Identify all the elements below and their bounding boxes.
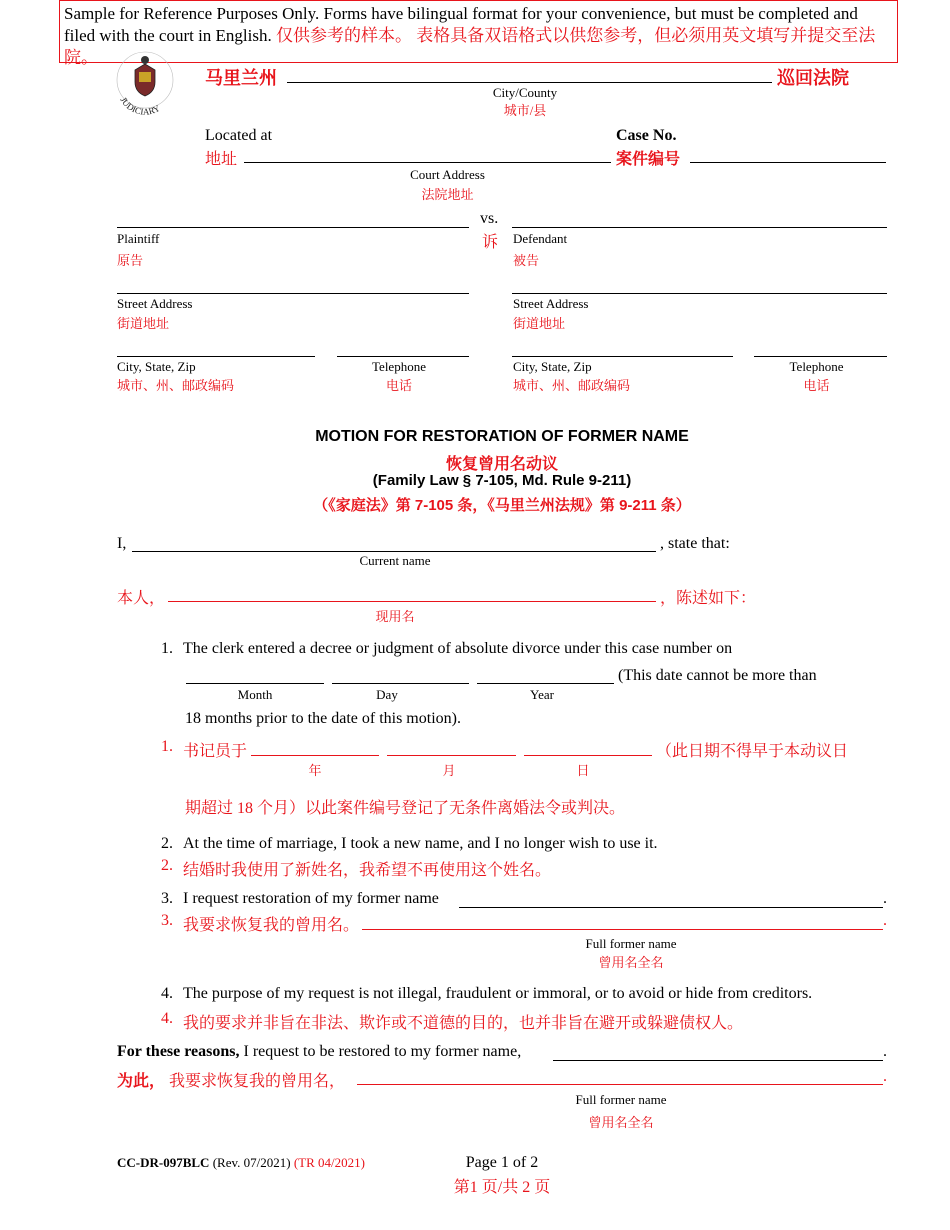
- item3-text: I request restoration of my former name: [183, 890, 439, 907]
- reasons-bold-label: For these reasons,: [117, 1043, 240, 1060]
- intro-i-label-zh: 本人，: [117, 590, 166, 607]
- plaintiff-city-label: City, State, Zip: [117, 359, 196, 374]
- divorce-month-field[interactable]: [186, 683, 324, 684]
- circuit-court-zh: 巡回法院: [777, 68, 849, 88]
- divorce-month-field-zh[interactable]: [387, 755, 516, 756]
- item3-period: .: [883, 890, 887, 907]
- current-name-label-zh: 现用名: [375, 609, 415, 624]
- judiciary-seal-icon: [112, 42, 178, 120]
- form-code: CC-DR-097BLC: [117, 1155, 210, 1170]
- form-revision: (Rev. 07/2021): [212, 1155, 291, 1170]
- item3-period-zh: .: [883, 912, 887, 929]
- reasons-period: .: [883, 1043, 887, 1060]
- defendant-street-label: Street Address: [513, 296, 589, 311]
- item4-text: The purpose of my request is not illegal, fraudulent or immoral, or to avoid or hide from creditors.: [183, 985, 813, 1002]
- plaintiff-street-field[interactable]: [117, 293, 469, 294]
- plaintiff-city-field[interactable]: [117, 356, 315, 357]
- full-former-name-label: Full former name: [585, 936, 677, 951]
- divorce-day-field[interactable]: [332, 683, 469, 684]
- intro-i-label: I,: [117, 535, 127, 552]
- item1-text-a: The clerk entered a decree or judgment of absolute divorce under this case number on: [183, 640, 733, 657]
- former-name-field-zh[interactable]: [362, 929, 883, 930]
- defendant-city-label: City, State, Zip: [513, 359, 592, 374]
- plaintiff-label: Plaintiff: [117, 231, 160, 246]
- divorce-day-field-zh[interactable]: [524, 755, 652, 756]
- city-county-label-zh: 城市/县: [503, 103, 547, 118]
- court-address-field[interactable]: [244, 162, 611, 163]
- item1-text-c: 18 months prior to the date of this motion).: [185, 710, 461, 727]
- item1-text-a-zh: 书记员于: [183, 743, 248, 760]
- form-translation-revision: (TR 04/2021): [293, 1155, 365, 1170]
- reasons-period-zh: .: [883, 1068, 887, 1085]
- page-number: Page 1 of 2: [465, 1154, 539, 1171]
- month-label: Month: [237, 687, 273, 702]
- current-name-field-zh[interactable]: [168, 601, 656, 602]
- item2-text: At the time of marriage, I took a new name, and I no longer wish to use it.: [183, 835, 658, 852]
- item1-number-zh: 1.: [161, 738, 173, 755]
- state-that-label-zh: ，陈述如下：: [660, 590, 757, 607]
- city-county-label: City/County: [492, 85, 558, 100]
- plaintiff-name-field[interactable]: [117, 227, 469, 228]
- item3-number: 3.: [161, 890, 173, 907]
- case-no-label-zh: 案件编号: [616, 151, 681, 168]
- plaintiff-street-label-zh: 街道地址: [117, 316, 170, 331]
- reasons-text-zh: 我要求恢复我的曾用名，: [169, 1073, 346, 1090]
- plaintiff-street-label: Street Address: [117, 296, 193, 311]
- divorce-year-field-zh[interactable]: [251, 755, 379, 756]
- seal-text: JUDICIARY: [118, 95, 162, 117]
- defendant-city-label-zh: 城市、州、邮政编码: [513, 378, 631, 393]
- case-number-field[interactable]: [690, 162, 886, 163]
- item2-number: 2.: [161, 835, 173, 852]
- disclaimer-box: [59, 0, 898, 67]
- current-name-label: Current name: [359, 553, 431, 568]
- reasons-full-former-label-zh: 曾用名全名: [588, 1115, 654, 1130]
- former-name-field[interactable]: [459, 907, 883, 908]
- form-law-citation: (Family Law § 7-105, Md. Rule 9-211): [372, 472, 632, 489]
- form-law-citation-zh: （《家庭法》第 7-105 条，《马里兰州法规》第 9-211 条）: [313, 497, 691, 514]
- disclaimer-chinese: 仅供参考的样本。 表格具备双语格式以供您参考，但必须用英文填写并提交至法院。: [64, 26, 876, 67]
- item4-text-zh: 我的要求并非旨在非法、欺诈或不道德的目的，也并非旨在避开或躲避债权人。: [183, 1015, 744, 1032]
- year-label: Year: [530, 687, 554, 702]
- plaintiff-label-zh: 原告: [117, 253, 144, 268]
- defendant-phone-label: Telephone: [789, 359, 844, 374]
- item2-number-zh: 2.: [161, 857, 173, 874]
- city-county-field[interactable]: [287, 82, 772, 83]
- plaintiff-phone-label-zh: 电话: [385, 378, 412, 393]
- defendant-phone-label-zh: 电话: [803, 378, 830, 393]
- reasons-full-former-label: Full former name: [575, 1092, 667, 1107]
- item4-number-zh: 4.: [161, 1010, 173, 1027]
- reasons-bold-label-zh: 为此，: [117, 1073, 166, 1090]
- item3-number-zh: 3.: [161, 912, 173, 929]
- case-no-label: Case No.: [616, 127, 677, 144]
- defendant-name-field[interactable]: [512, 227, 887, 228]
- defendant-phone-field[interactable]: [754, 356, 887, 357]
- day-label-zh: 日: [576, 763, 590, 778]
- year-label-zh: 年: [308, 763, 322, 778]
- svg-text:JUDICIARY: [118, 95, 162, 116]
- day-label: Day: [376, 687, 398, 702]
- reasons-former-name-field-zh[interactable]: [357, 1084, 883, 1085]
- state-name-zh: 马里兰州: [205, 68, 277, 88]
- plaintiff-phone-label: Telephone: [372, 359, 426, 374]
- located-at-label: Located at: [205, 127, 273, 144]
- vs-label: vs.: [480, 210, 499, 227]
- item3-text-zh: 我要求恢复我的曾用名。: [183, 917, 360, 934]
- court-address-label-zh: 法院地址: [421, 187, 474, 202]
- located-at-label-zh: 地址: [205, 151, 238, 168]
- item1-text-c-zh: 期超过 18 个月）以此案件编号登记了无条件离婚法令或判决。: [185, 800, 626, 817]
- divorce-year-field[interactable]: [477, 683, 614, 684]
- full-former-name-label-zh: 曾用名全名: [598, 955, 664, 970]
- current-name-field[interactable]: [132, 551, 656, 552]
- reasons-former-name-field[interactable]: [553, 1060, 883, 1061]
- plaintiff-city-label-zh: 城市、州、邮政编码: [117, 378, 235, 393]
- form-title-zh: 恢复曾用名动议: [445, 456, 558, 473]
- defendant-label: Defendant: [513, 231, 568, 246]
- vs-label-zh: 诉: [482, 234, 499, 251]
- form-title: MOTION FOR RESTORATION OF FORMER NAME: [315, 428, 689, 445]
- item1-text-b: (This date cannot be more than: [618, 667, 817, 684]
- month-label-zh: 月: [442, 763, 456, 778]
- item1-number: 1.: [161, 640, 173, 657]
- defendant-street-label-zh: 街道地址: [513, 316, 566, 331]
- item4-number: 4.: [161, 985, 173, 1002]
- court-address-label: Court Address: [410, 167, 485, 182]
- reasons-text: I request to be restored to my former name,: [243, 1043, 522, 1060]
- defendant-city-field[interactable]: [512, 356, 733, 357]
- item2-text-zh: 结婚时我使用了新姓名，我希望不再使用这个姓名。: [183, 862, 552, 879]
- state-that-label: , state that:: [660, 535, 730, 552]
- page-number-zh: 第1 页/共 2 页: [453, 1179, 551, 1196]
- disclaimer-english: Sample for Reference Purposes Only. Forms have bilingual format for your convenience, but must be completed and filed with the court in English.: [64, 4, 858, 45]
- defendant-label-zh: 被告: [513, 253, 540, 268]
- item1-text-b-zh: （此日期不得早于本动议日: [656, 743, 849, 760]
- plaintiff-phone-field[interactable]: [337, 356, 469, 357]
- defendant-street-field[interactable]: [512, 293, 887, 294]
- form-code-line: [117, 1155, 365, 1171]
